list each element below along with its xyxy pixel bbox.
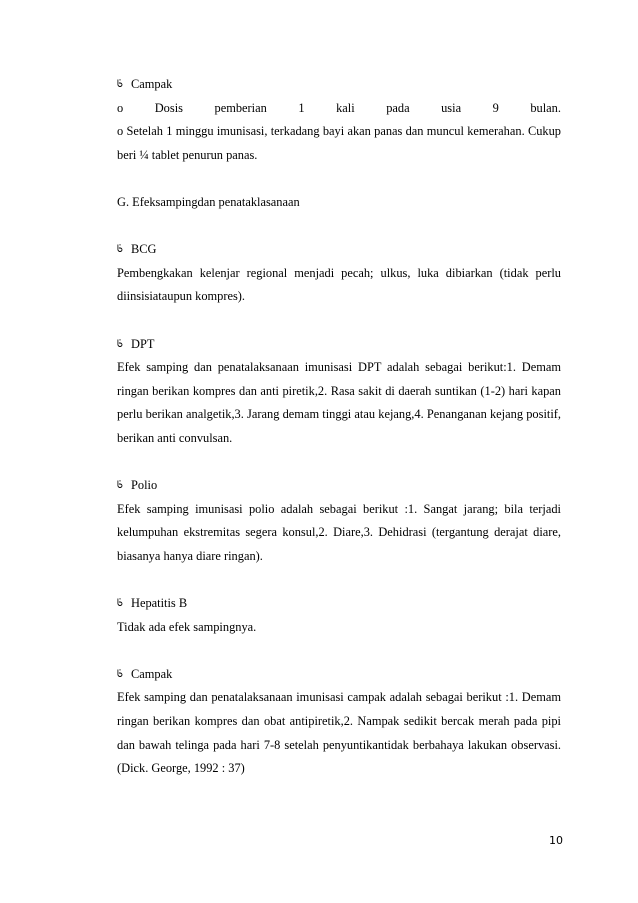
dose-word: usia bbox=[441, 100, 462, 115]
section-heading bbox=[117, 663, 561, 687]
section-paragraph: Efek samping dan penatalaksanaan imunisasi DPT adalah sebagai berikut:1. Demam ringan berikan kompres dan anti piretik,2. Rasa sakit di daerah suntikan (1-2) hari kapan perlu berikan analgetik,3. Jarang demam tinggi atau kejang,4. Penanganan kejang positif, berikan anti convulsan. bbox=[117, 360, 561, 445]
bullet-icon: ᢸ bbox=[117, 244, 123, 256]
bullet-icon: ᢸ bbox=[117, 598, 123, 610]
dose-word: pemberian bbox=[214, 100, 267, 115]
page-content bbox=[117, 73, 561, 781]
section-heading bbox=[117, 73, 561, 97]
section-campak-schedule bbox=[117, 73, 561, 167]
heading-text: Polio bbox=[131, 478, 158, 493]
dose-line bbox=[117, 97, 561, 121]
heading-text: Hepatitis B bbox=[131, 596, 188, 611]
section-paragraph: Tidak ada efek sampingnya. bbox=[117, 619, 257, 634]
section-paragraph: Pembengkakan kelenjar regional menjadi pecah; ulkus, luka dibiarkan (tidak perlu diinsisiataupun kompres). bbox=[117, 265, 561, 304]
section-paragraph: o Setelah 1 minggu imunisasi, terkadang bayi akan panas dan muncul kemerahan. Cukup beri ¼ tablet penurun panas. bbox=[117, 124, 561, 162]
section-bcg bbox=[117, 238, 561, 309]
page-number: 10 bbox=[549, 834, 563, 847]
bullet-icon: ᢸ bbox=[117, 79, 123, 90]
heading-text: BCG bbox=[131, 242, 157, 257]
heading-text: DPT bbox=[131, 336, 155, 351]
dose-word: kali bbox=[336, 100, 355, 115]
dose-word: Dosis bbox=[154, 100, 183, 115]
dose-word: 9 bbox=[492, 100, 499, 115]
bullet-icon: ᢸ bbox=[117, 338, 123, 350]
section-paragraph: Efek samping imunisasi polio adalah sebagai berikut :1. Sangat jarang; bila terjadi kelumpuhan ekstremitas segera konsul,2. Diare,3. Dehidrasi (tergantung derajat diare, biasanya hanya diare ringan). bbox=[117, 501, 561, 563]
bullet-icon: ᢸ bbox=[117, 480, 123, 492]
section-dpt bbox=[117, 333, 561, 451]
section-polio bbox=[117, 474, 561, 568]
section-heading bbox=[117, 238, 561, 262]
section-g-heading: G. Efeksampingdan penataklasanaan bbox=[117, 194, 300, 209]
dose-word: pada bbox=[386, 100, 410, 115]
section-paragraph: Efek samping dan penatalaksanaan imunisasi campak adalah sebagai berikut :1. Demam ringan berikan kompres dan obat antipiretik,2. Nampak sedikit bercak merah pada pipi dan bawah telinga pada hari 7-8 setelah penyuntikantidak berbahaya lakukan observasi.(Dick. George, 1992 : 37) bbox=[117, 690, 561, 776]
heading-text: Campak bbox=[131, 77, 173, 91]
dose-word: o bbox=[117, 100, 124, 115]
section-heading bbox=[117, 474, 561, 498]
section-campak-effects bbox=[117, 663, 561, 781]
section-heading bbox=[117, 333, 561, 357]
dose-word: bulan. bbox=[530, 100, 561, 115]
dose-word: 1 bbox=[298, 100, 305, 115]
section-heading bbox=[117, 592, 561, 616]
section-g bbox=[117, 191, 561, 215]
bullet-icon: ᢸ bbox=[117, 668, 123, 680]
section-hepatitis-b bbox=[117, 592, 561, 639]
heading-text: Campak bbox=[131, 666, 173, 681]
